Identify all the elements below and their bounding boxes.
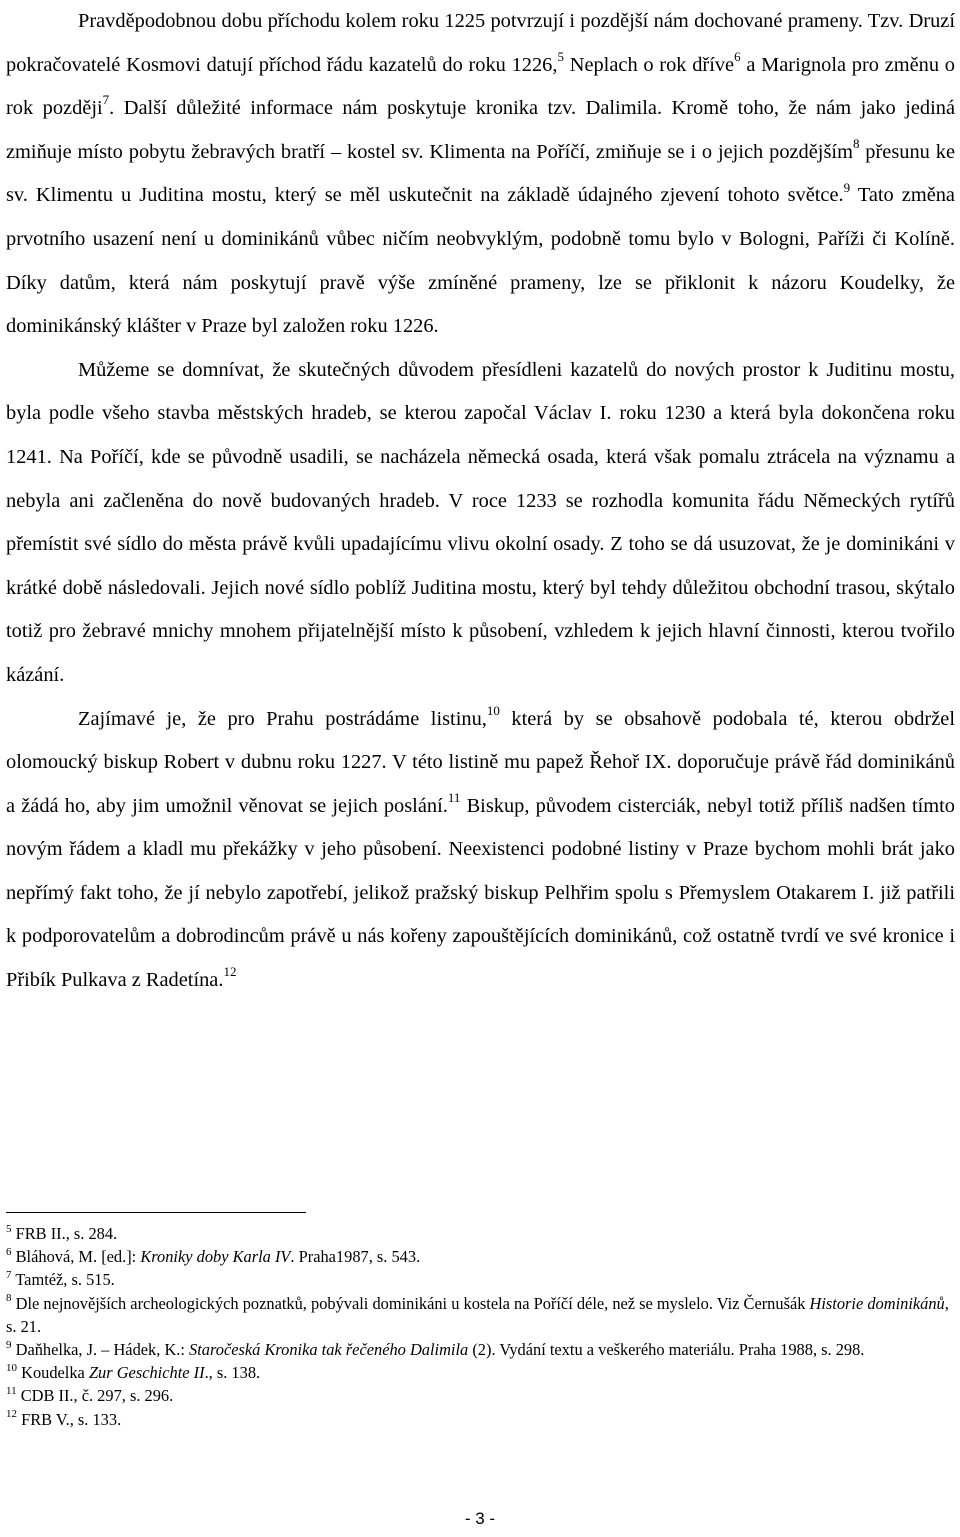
footnote [6,1222,955,1245]
footnote-reference: 12 [223,964,237,980]
paragraph [6,349,955,698]
footnote-text [21,1363,260,1382]
text-run: Můžeme se domnívat, že skutečných důvodem přesídleni kazatelů do nových prostor k Juditinu mostu, byla podle všeho stavba městských hradeb, se kterou započal Václav I. roku 1230 a která byla dokončena roku 1241. Na Poříčí, kde se původně usadili, se nacházela německá osada, která však pomalu ztrácela na významu a nebyla ani začleněna do nově budovaných hradeb. V roce 1233 se rozhodla komunita řádu Německých rytířů přemístit své sídlo do města právě kvůli upadajícímu vlivu okolní osady. Z toho se dá usuzovat, že je dominikáni v krátké době následovali. Jejich nové sídlo poblíž Juditina mostu, který byl tehdy důležitou obchodní trasou, skýtalo totiž pro žebravé mnichy mnohem přijatelnější místo k působení, vzhledem k jejich hlavní činnosti, kterou tvořilo kázání. [6,358,955,686]
footnote-separator [6,1212,306,1213]
footnote-number: 12 [6,1408,17,1421]
footnote [6,1384,955,1407]
footnote-number: 8 [6,1292,12,1305]
text-run: FRB II., s. 284. [15,1224,118,1243]
footnote-number: 9 [6,1338,12,1351]
text-run: Neplach o rok dříve [563,53,735,76]
footnote-reference: 7 [102,92,110,108]
text-run: . Další důležité informace nám poskytuje kronika tzv. Dalimila. Kromě toho, že nám jako jediná zmiňuje místo pobytu žebravých bratří – kostel sv. Klimenta na Poříčí, zmiňuje se i o jejich pozdějším [6,97,955,163]
footnote-text [16,1247,421,1266]
footnote-text [15,1270,114,1289]
text-run: Bláhová, M. [ed.]: [15,1247,141,1267]
text-run: FRB V., s. 133. [21,1409,122,1429]
text-run: , s. 21. [6,1293,949,1336]
text-run: ., s. 138. [204,1363,261,1383]
italic-title: Historie dominikánů [809,1293,945,1313]
text-run: Tamtéž, s. 515. [15,1270,115,1290]
footnote-text [16,1340,865,1359]
footnote-reference: 11 [447,789,461,805]
footnote-reference: 9 [843,179,851,195]
footnote-text [21,1410,121,1429]
footnote [6,1338,955,1361]
footnote [6,1245,955,1268]
footnote-reference: 10 [486,702,500,718]
text-run: Koudelka [21,1363,89,1383]
footnote-text [21,1386,174,1405]
footnote [6,1408,955,1431]
text-run: Dle nejnovějších archeologických poznatků, pobývali dominikáni u kostela na Poříčí déle, než se myslelo. Viz Černušák [15,1293,810,1313]
paragraph [6,698,955,1003]
text-run: CDB II., č. 297, s. 296. [20,1386,174,1406]
footnote-reference: 6 [734,48,741,64]
text-run: která by se obsahově podobala té, kterou obdržel olomoucký biskup Robert v dubnu roku 1227. V této listině mu papež Řehoř IX. doporučuje právě řád dominikánů a žádá ho, aby jim umožnil věnovat se jejich poslání. [6,707,955,817]
footnote-number: 5 [6,1222,12,1235]
footnote-number: 7 [6,1268,12,1281]
footnote-number: 6 [6,1245,12,1258]
text-run: a Marignola pro změnu o rok později [6,53,955,120]
text-run: Pravděpodobnou dobu příchodu kolem roku 1225 potvrzují i pozdější nám dochované prameny. Tzv. Druzí pokračovatelé Kosmovi datují příchod řádu kazatelů do roku 1226, [6,10,955,76]
body-text [6,0,955,1003]
footnote [6,1268,955,1291]
footnote-text [16,1224,118,1243]
footnote-reference: 8 [852,135,860,151]
paragraph [6,0,955,349]
text-run: (2). Vydání textu a veškerého materiálu. Praha 1988, s. 298. [468,1340,865,1360]
text-run: Daňhelka, J. – Hádek, K.: [15,1340,190,1360]
text-run: . Praha1987, s. 543. [290,1247,421,1267]
footnote-reference: 5 [557,48,564,64]
text-run: Biskup, původem cisterciák, nebyl totiž příliš nadšen tímto novým řádem a kladl mu překážky v jeho působení. Neexistenci podobné listiny v Praze bychom mohli brát jako nepřímý fakt toho, že jí nebylo zapotřebí, jelikož pražský biskup Pelhřim spolu s Přemyslem Otakarem I. již patřili k podporovatelům a dobrodincům právě u nás kořeny zapouštějících dominikánů, což ostatně tvrdí ve své kronice i Přibík Pulkava z Radetína. [6,794,956,992]
italic-title: Staročeská Kronika tak řečeného Dalimila [189,1340,469,1360]
text-run: Tato změna prvotního usazení není u dominikánů vůbec ničím neobvyklým, podobně tomu bylo v Bologni, Paříži či Kolíně. Díky datům, která nám poskytují pravě výše zmíněné prameny, lze se přiklonit k názoru Koudelky, že dominikánský klášter v Praze byl založen roku 1226. [6,184,955,338]
footnote [6,1292,955,1338]
footnote-number: 11 [6,1384,17,1397]
text-run: Zajímavé je, že pro Prahu postrádáme listinu, [78,707,487,730]
footnote-text [6,1294,949,1336]
italic-title: Zur Geschichte II [88,1363,205,1383]
footnote [6,1361,955,1384]
footnotes [6,1222,955,1431]
italic-title: Kroniky doby Karla IV [140,1247,291,1267]
footnote-number: 10 [6,1361,17,1374]
page-number: - 3 - [464,1509,496,1528]
text-run: přesunu ke sv. Klimentu u Juditina mostu, který se měl uskutečnit na základě údajného zjevení tohoto světce. [6,140,955,207]
